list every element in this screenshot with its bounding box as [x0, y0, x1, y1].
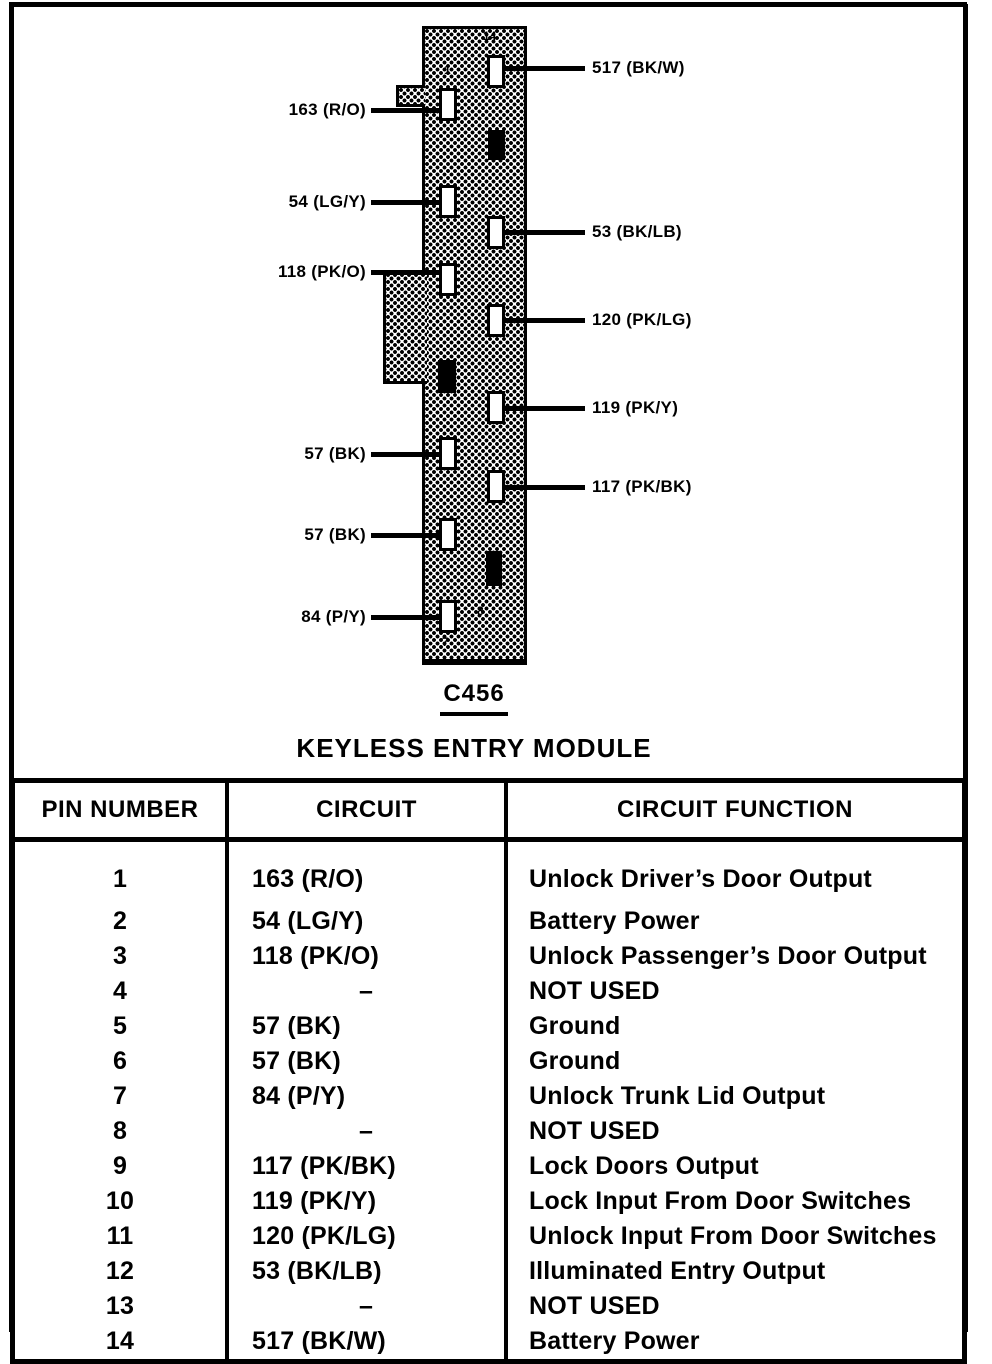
pin-number-cell: 1	[13, 840, 228, 905]
table-row	[13, 1114, 965, 1149]
pin-number-cell: 12	[13, 1254, 228, 1289]
circuit-cell: 57 (BK)	[227, 1009, 506, 1044]
circuit-function-cell: NOT USED	[529, 1292, 660, 1320]
pin-table	[10, 778, 967, 1364]
pin-7	[439, 600, 457, 633]
circuit-function-cell: Lock Input From Door Switches	[529, 1187, 912, 1215]
leader-line	[371, 452, 441, 457]
circuit-function-cell: Illuminated Entry Output	[529, 1257, 826, 1285]
table-row	[13, 840, 965, 905]
pin-2	[439, 185, 457, 218]
circuit-function-cell: NOT USED	[529, 1117, 660, 1145]
wire-label-54: 54 (LG/Y)	[288, 192, 366, 211]
pin-position-mark: 7	[442, 635, 449, 649]
circuit-cell: 517 (BK/W)	[227, 1324, 506, 1362]
table-row	[13, 1079, 965, 1114]
leader-line	[371, 200, 441, 205]
table-row	[13, 939, 965, 974]
pin-1	[439, 88, 457, 121]
pin-number-cell: 5	[13, 1009, 228, 1044]
circuit-function-cell: Battery Power	[529, 1327, 700, 1355]
table-row	[13, 1184, 965, 1219]
wire-label-163: 163 (R/O)	[288, 100, 366, 119]
circuit-function-cell: Battery Power	[529, 907, 700, 935]
pin-number-cell: 10	[13, 1184, 228, 1219]
pin-number-cell: 8	[13, 1114, 228, 1149]
blocked-cavity-4	[438, 360, 456, 393]
header-row	[13, 781, 965, 840]
pin-number-cell: 3	[13, 939, 228, 974]
pin-table-body	[13, 840, 965, 1362]
module-title: KEYLESS ENTRY MODULE	[296, 733, 652, 763]
circuit-function-cell: Unlock Input From Door Switches	[529, 1222, 937, 1250]
pin-9	[487, 470, 505, 503]
circuit-cell: 119 (PK/Y)	[227, 1184, 506, 1219]
wire-label-84: 84 (P/Y)	[301, 607, 366, 626]
page-border-top	[10, 2, 967, 7]
circuit-cell: 84 (P/Y)	[227, 1079, 506, 1114]
pin-14	[487, 55, 505, 88]
circuit-function-cell: NOT USED	[529, 977, 660, 1005]
circuit-function-cell: Unlock Passenger’s Door Output	[529, 942, 927, 970]
leader-line	[505, 406, 585, 411]
pin-number-cell: 14	[13, 1324, 228, 1362]
circuit-cell: 163 (R/O)	[227, 840, 506, 905]
leader-line	[371, 615, 441, 620]
circuit-cell: –	[227, 974, 506, 1009]
table-row	[13, 904, 965, 939]
circuit-function-cell: Ground	[529, 1047, 621, 1075]
circuit-cell: 54 (LG/Y)	[227, 904, 506, 939]
table-row	[13, 1324, 965, 1362]
connector-id	[374, 680, 574, 716]
table-row	[13, 1009, 965, 1044]
table-row	[13, 1149, 965, 1184]
pin-11	[487, 304, 505, 337]
connector-body	[422, 26, 527, 665]
pin-table-header	[13, 781, 965, 840]
leader-line	[371, 533, 441, 538]
connector-tab	[396, 85, 425, 107]
wire-label-118: 118 (PK/O)	[277, 262, 366, 281]
wire-label-57b: 57 (BK)	[304, 525, 366, 544]
circuit-function-cell: Unlock Driver’s Door Output	[529, 865, 872, 893]
header-pin-number: PIN NUMBER	[13, 781, 228, 840]
wire-label-119: 119 (PK/Y)	[592, 398, 679, 417]
circuit-cell: 120 (PK/LG)	[227, 1219, 506, 1254]
circuit-cell: –	[227, 1289, 506, 1324]
pin-number-cell: 2	[13, 904, 228, 939]
header-circuit: CIRCUIT	[227, 781, 506, 840]
table-row	[13, 1044, 965, 1079]
circuit-function-cell: Lock Doors Output	[529, 1152, 759, 1180]
pin-number-cell: 9	[13, 1149, 228, 1184]
blocked-cavity-8	[486, 551, 502, 586]
circuit-cell: 53 (BK/LB)	[227, 1254, 506, 1289]
leader-line	[505, 318, 585, 323]
leader-line	[505, 230, 585, 235]
wire-label-53: 53 (BK/LB)	[592, 222, 682, 241]
leader-line	[505, 485, 585, 490]
blocked-cavity-13	[488, 130, 505, 160]
leader-line	[505, 66, 585, 71]
connector-id-text: C456	[440, 680, 507, 716]
pin-6	[439, 518, 457, 551]
pin-number-cell: 13	[13, 1289, 228, 1324]
table-row	[13, 974, 965, 1009]
wire-label-120: 120 (PK/LG)	[592, 310, 692, 329]
header-circuit-function: CIRCUIT FUNCTION	[506, 781, 965, 840]
pin-12	[487, 216, 505, 249]
table-row	[13, 1219, 965, 1254]
pin-number-cell: 7	[13, 1079, 228, 1114]
leader-line	[371, 270, 441, 275]
circuit-cell: –	[227, 1114, 506, 1149]
circuit-cell: 118 (PK/O)	[227, 939, 506, 974]
pin-5	[439, 437, 457, 470]
pin-3	[439, 263, 457, 296]
circuit-function-cell: Unlock Trunk Lid Output	[529, 1082, 826, 1110]
pin-number-cell: 4	[13, 974, 228, 1009]
wire-label-57a: 57 (BK)	[304, 444, 366, 463]
pin-position-mark: 1	[444, 63, 451, 77]
connector-step	[383, 270, 427, 384]
wire-label-517: 517 (BK/W)	[592, 58, 685, 77]
leader-line	[371, 108, 441, 113]
circuit-function-cell: Ground	[529, 1012, 621, 1040]
wire-label-117: 117 (PK/BK)	[592, 477, 692, 496]
pin-number-cell: 6	[13, 1044, 228, 1079]
circuit-cell: 57 (BK)	[227, 1044, 506, 1079]
pin-position-mark: 14	[483, 29, 497, 43]
table-row	[13, 1289, 965, 1324]
pin-number-cell: 11	[13, 1219, 228, 1254]
pin-10	[487, 391, 505, 424]
circuit-cell: 117 (PK/BK)	[227, 1149, 506, 1184]
pin-position-mark: 8	[477, 604, 484, 618]
table-row	[13, 1254, 965, 1289]
